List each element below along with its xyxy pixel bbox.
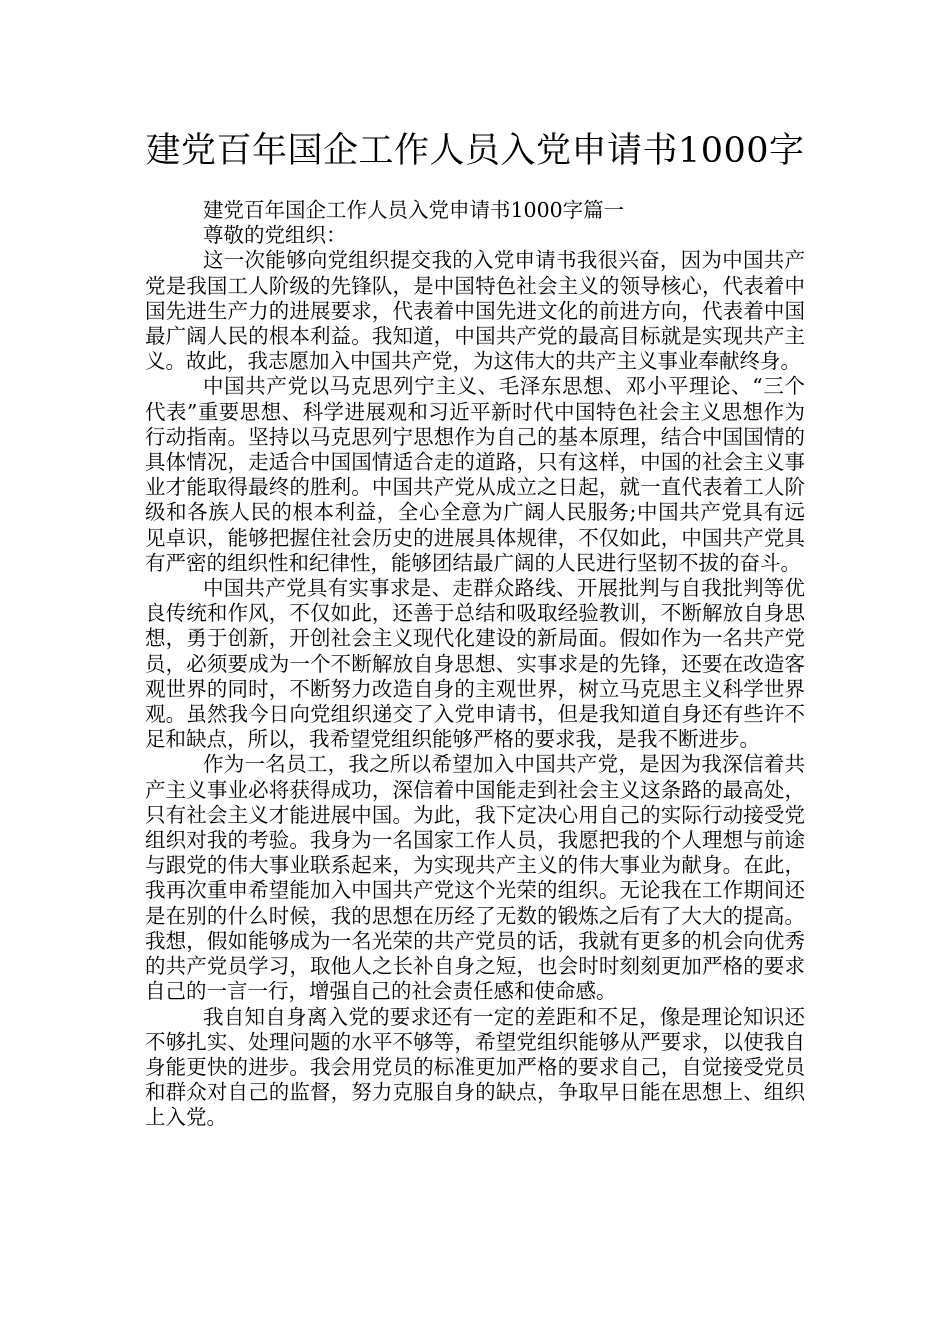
paragraph-1: 这一次能够向党组织提交我的入党申请书我很兴奋，因为中国共产党是我国工人阶级的先锋队，是中国特色社会主义的领导核心，代表着中国先进生产力的进展要求，代表着中国先进文化的前进方向，代表着中国最广阔人民的根本利益。我知道，中国共产党的最高目标就是实现共产主义。故此，我志愿加入中国共产党，为这伟大的共产主义事业奉献终身。 (145, 248, 805, 374)
paragraph-2: 中国共产党以马克思列宁主义、毛泽东思想、邓小平理论、“三个代表”重要思想、科学进展观和习近平新时代中国特色社会主义思想作为行动指南。坚持以马克思列宁思想作为自己的基本原理，结合中国国情的具体情况，走适合中国国情适合走的道路，只有这样，中国的社会主义事业才能取得最终的胜利。中国共产党从成立之日起，就一直代表着工人阶级和各族人民的根本利益，全心全意为广阔人民服务;中国共产党具有远见卓识，能够把握住社会历史的进展具体规律，不仅如此，中国共产党具有严密的组织性和纪律性，能够团结最广阔的人民进行坚韧不拔的奋斗。 (145, 374, 805, 575)
paragraph-3: 中国共产党具有实事求是、走群众路线、开展批判与自我批判等优良传统和作风，不仅如此，还善于总结和吸取经验教训，不断解放自身思想，勇于创新，开创社会主义现代化建设的新局面。假如作为一名共产党员，必须要成为一个不断解放自身思想、实事求是的先锋，还要在改造客观世界的同时，不断努力改造自身的主观世界，树立马克思主义科学世界观。虽然我今日向党组织递交了入党申请书，但是我知道自身还有些许不足和缺点，所以，我希望党组织能够严格的要求我，是我不断进步。 (145, 576, 805, 752)
paragraph-5: 我自知自身离入党的要求还有一定的差距和不足，像是理论知识还不够扎实、处理问题的水平不够等，希望党组织能够从严要求，以使我自身能更快的进步。我会用党员的标准更加严格的要求自己，自觉接受党员和群众对自己的监督，努力克服自身的缺点，争取早日能在思想上、组织上入党。 (145, 1004, 805, 1130)
document-title: 建党百年国企工作人员入党申请书1000字 (145, 131, 805, 171)
salutation: 尊敬的党组织： (203, 223, 347, 248)
document-body (145, 198, 805, 1131)
section-heading: 建党百年国企工作人员入党申请书1000字篇一 (203, 198, 625, 222)
paragraph-4: 作为一名员工，我之所以希望加入中国共产党，是因为我深信着共产主义事业必将获得成功，深信着中国能走到社会主义这条路的最高处，只有社会主义才能进展中国。为此，我下定决心用自己的实际行动接受党组织对我的考验。我身为一名国家工作人员，我愿把我的个人理想与前途与跟党的伟大事业联系起来，为实现共产主义的伟大事业为献身。在此，我再次重申希望能加入中国共产党这个光荣的组织。无论我在工作期间还是在别的什么时候，我的思想在历经了无数的锻炼之后有了大大的提高。我想，假如能够成为一名光荣的共产党员的话，我就有更多的机会向优秀的共产党员学习，取他人之长补自身之短，也会时时刻刻更加严格的要求自己的一言一行，增强自己的社会责任感和使命感。 (145, 752, 805, 1004)
